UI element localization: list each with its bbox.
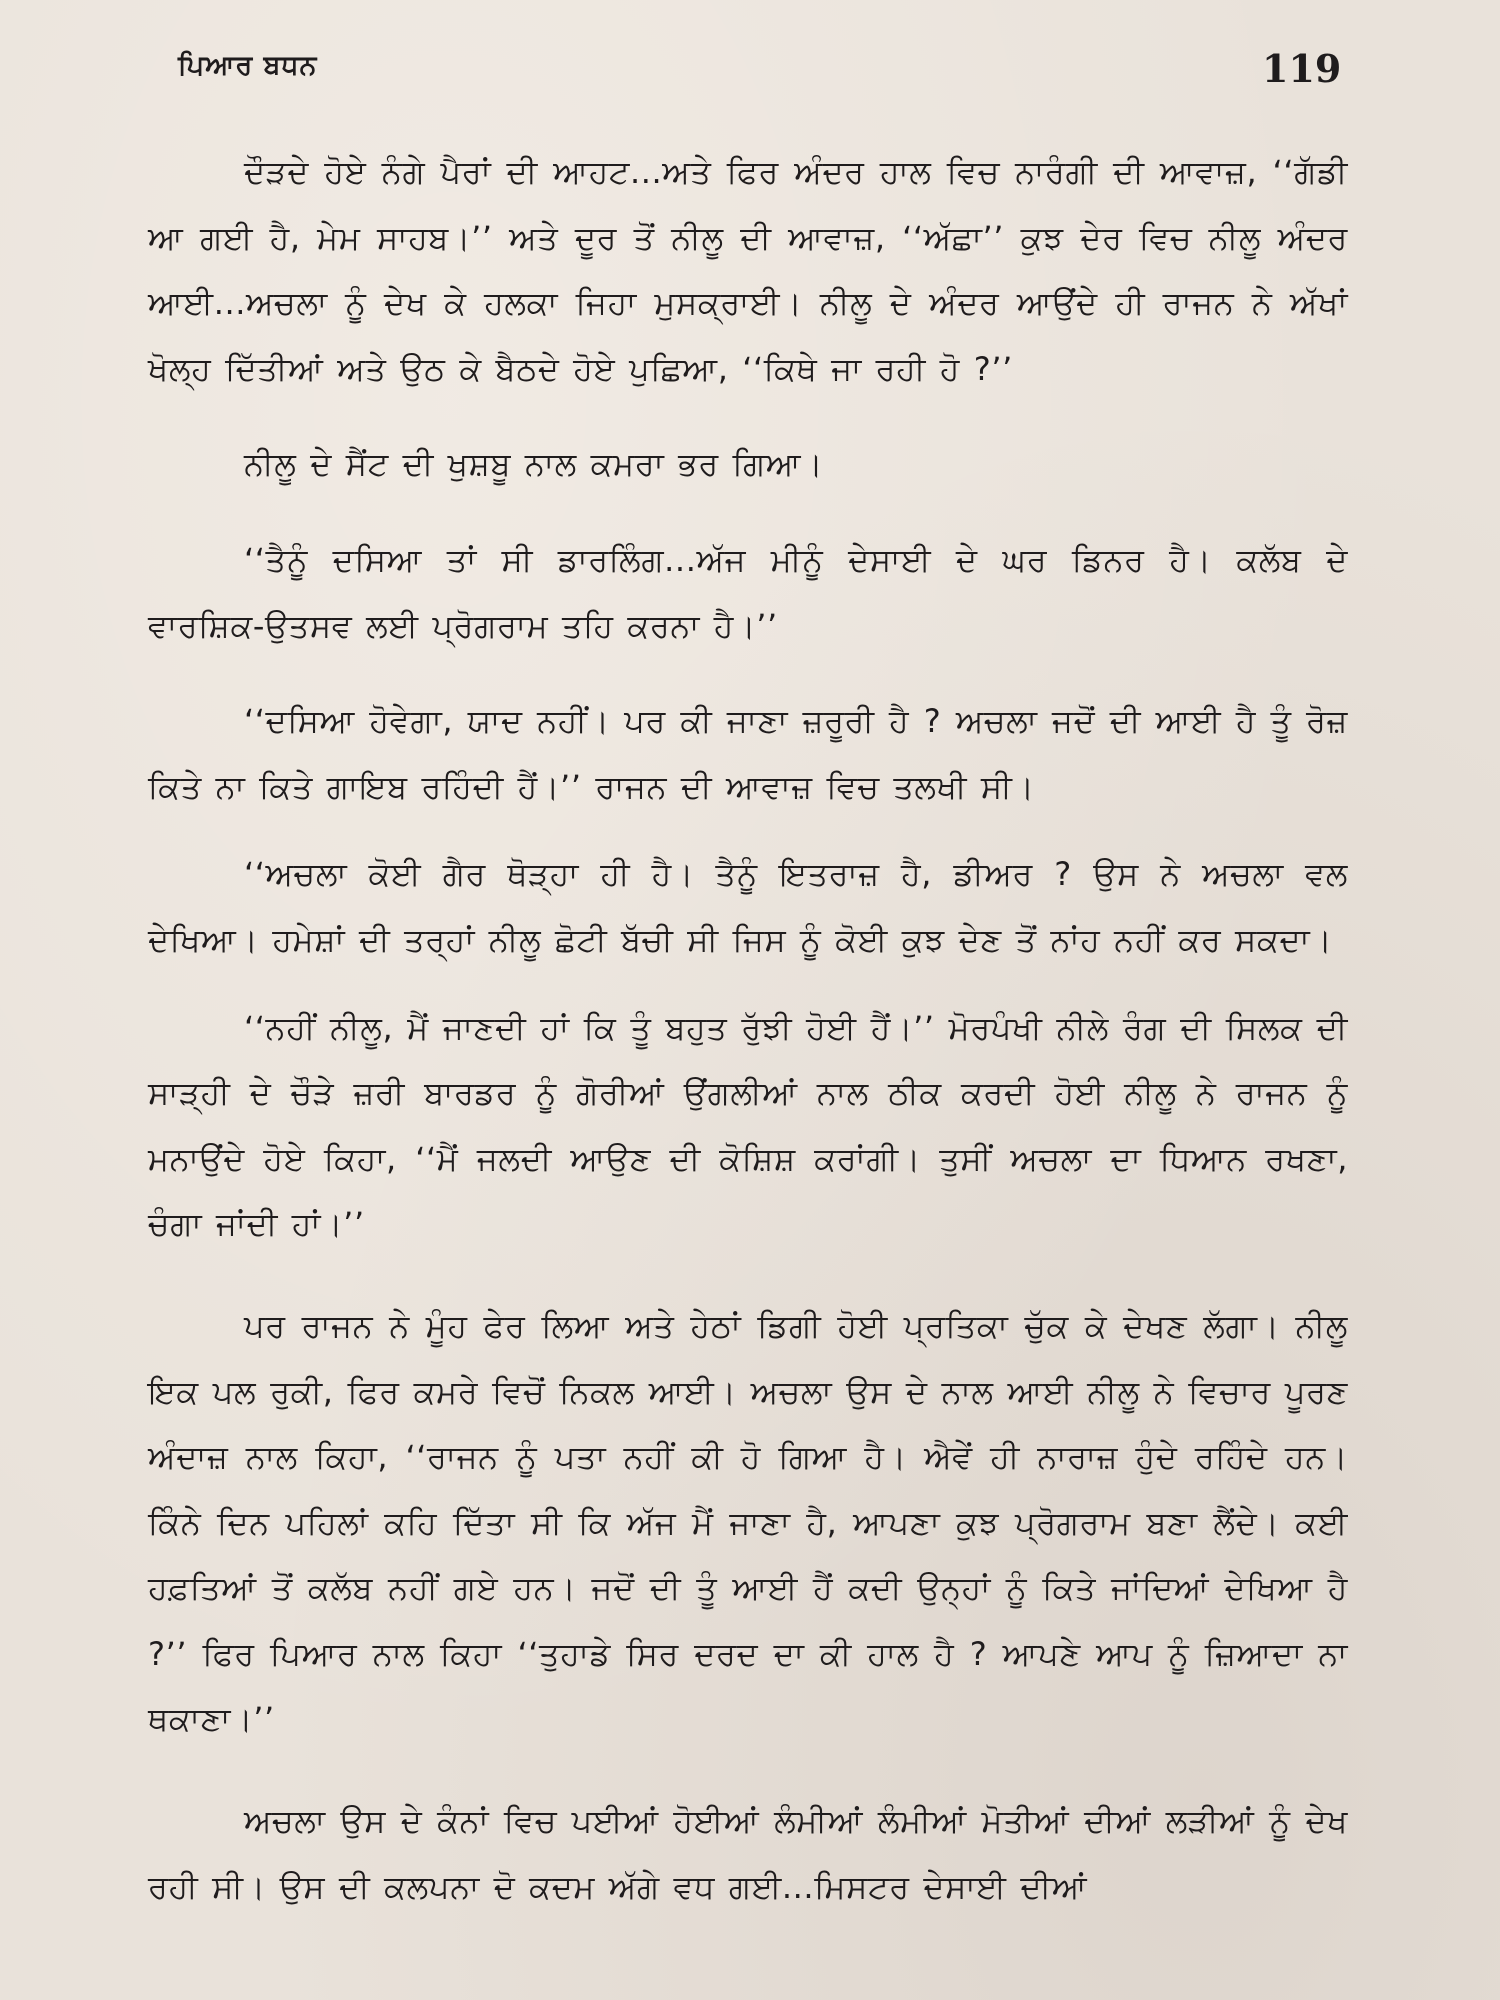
paragraph: ‘‘ਨਹੀਂ ਨੀਲੂ, ਮੈਂ ਜਾਣਦੀ ਹਾਂ ਕਿ ਤੂੰ ਬਹੁਤ ਰੁੱਝੀ ਹੋਈ ਹੈਂ।’’ ਮੋਰਪੰਖੀ ਨੀਲੇ ਰੰਗ ਦੀ ਸਿਲਕ ਦੀ ਸਾੜ੍ਹੀ ਦੇ ਚੌੜੇ ਜ਼ਰੀ ਬਾਰਡਰ ਨੂੰ ਗੋਰੀਆਂ ਉਂਗਲੀਆਂ ਨਾਲ ਠੀਕ ਕਰਦੀ ਹੋਈ ਨੀਲੂ ਨੇ ਰਾਜਨ ਨੂੰ ਮਨਾਉਂਦੇ ਹੋਏ ਕਿਹਾ, ‘‘ਮੈਂ ਜਲਦੀ ਆਉਣ ਦੀ ਕੋਸ਼ਿਸ਼ ਕਰਾਂਗੀ। ਤੁਸੀਂ ਅਚਲਾ ਦਾ ਧਿਆਨ ਰਖਣਾ, ਚੰਗਾ ਜਾਂਦੀ ਹਾਂ।’’: [148, 1008, 1348, 1244]
paragraph: ‘‘ਦਸਿਆ ਹੋਵੇਗਾ, ਯਾਦ ਨਹੀਂ। ਪਰ ਕੀ ਜਾਣਾ ਜ਼ਰੂਰੀ ਹੈ ? ਅਚਲਾ ਜਦੋਂ ਦੀ ਆਈ ਹੈ ਤੂੰ ਰੋਜ਼ ਕਿਤੇ ਨਾ ਕਿਤੇ ਗਾਇਬ ਰਹਿੰਦੀ ਹੈਂ।’’ ਰਾਜਨ ਦੀ ਆਵਾਜ਼ ਵਿਚ ਤਲਖੀ ਸੀ।: [148, 702, 1348, 806]
body-text: [148, 140, 1348, 1920]
paragraph: ਨੀਲੂ ਦੇ ਸੈਂਟ ਦੀ ਖੁਸ਼ਬੂ ਨਾਲ ਕਮਰਾ ਭਰ ਗਿਆ।: [244, 445, 824, 484]
paragraph: ‘‘ਤੈਨੂੰ ਦਸਿਆ ਤਾਂ ਸੀ ਡਾਰਲਿੰਗ...ਅੱਜ ਮੀਨੂੰ ਦੇਸਾਈ ਦੇ ਘਰ ਡਿਨਰ ਹੈ। ਕਲੱਬ ਦੇ ਵਾਰਸ਼ਿਕ-ਉਤਸਵ ਲਈ ਪ੍ਰੋਗਰਾਮ ਤਹਿ ਕਰਨਾ ਹੈ।’’: [148, 540, 1348, 645]
running-title: ਪਿਆਰ ਬਧਨ: [178, 50, 318, 81]
page-number: 119: [1262, 46, 1342, 91]
paragraph: ਅਚਲਾ ਉਸ ਦੇ ਕੰਨਾਂ ਵਿਚ ਪਈਆਂ ਹੋਈਆਂ ਲੰਮੀਆਂ ਲੰਮੀਆਂ ਮੋਤੀਆਂ ਦੀਆਂ ਲੜੀਆਂ ਨੂੰ ਦੇਖ ਰਹੀ ਸੀ। ਉਸ ਦੀ ਕਲਪਨਾ ਦੋ ਕਦਮ ਅੱਗੇ ਵਧ ਗਈ...ਮਿਸਟਰ ਦੇਸਾਈ ਦੀਆਂ: [148, 1802, 1348, 1906]
paragraph: ‘‘ਅਚਲਾ ਕੋਈ ਗੈਰ ਥੋੜ੍ਹਾ ਹੀ ਹੈ। ਤੈਨੂੰ ਇਤਰਾਜ਼ ਹੈ, ਡੀਅਰ ? ਉਸ ਨੇ ਅਚਲਾ ਵਲ ਦੇਖਿਆ। ਹਮੇਸ਼ਾਂ ਦੀ ਤਰ੍ਹਾਂ ਨੀਲੂ ਛੋਟੀ ਬੱਚੀ ਸੀ ਜਿਸ ਨੂੰ ਕੋਈ ਕੁਝ ਦੇਣ ਤੋਂ ਨਾਂਹ ਨਹੀਂ ਕਰ ਸਕਦਾ।: [148, 855, 1348, 959]
paragraph: ਦੌੜਦੇ ਹੋਏ ਨੰਗੇ ਪੈਰਾਂ ਦੀ ਆਹਟ...ਅਤੇ ਫਿਰ ਅੰਦਰ ਹਾਲ ਵਿਚ ਨਾਰੰਗੀ ਦੀ ਆਵਾਜ਼, ‘‘ਗੱਡੀ ਆ ਗਈ ਹੈ, ਮੇਮ ਸਾਹਬ।’’ ਅਤੇ ਦੂਰ ਤੋਂ ਨੀਲੂ ਦੀ ਆਵਾਜ਼, ‘‘ਅੱਛਾ’’ ਕੁਝ ਦੇਰ ਵਿਚ ਨੀਲੂ ਅੰਦਰ ਆਈ...ਅਚਲਾ ਨੂੰ ਦੇਖ ਕੇ ਹਲਕਾ ਜਿਹਾ ਮੁਸਕ੍ਰਾਈ। ਨੀਲੂ ਦੇ ਅੰਦਰ ਆਉਂਦੇ ਹੀ ਰਾਜਨ ਨੇ ਅੱਖਾਂ ਖੋਲ੍ਹ ਦਿੱਤੀਆਂ ਅਤੇ ਉਠ ਕੇ ਬੈਠਦੇ ਹੋਏ ਪੁਛਿਆ, ‘‘ਕਿਥੇ ਜਾ ਰਹੀ ਹੋ ?’’: [148, 153, 1348, 388]
paragraph: ਪਰ ਰਾਜਨ ਨੇ ਮੂੰਹ ਫੇਰ ਲਿਆ ਅਤੇ ਹੇਠਾਂ ਡਿਗੀ ਹੋਈ ਪ੍ਰਤਿਕਾ ਚੁੱਕ ਕੇ ਦੇਖਣ ਲੱਗਾ। ਨੀਲੂ ਇਕ ਪਲ ਰੁਕੀ, ਫਿਰ ਕਮਰੇ ਵਿਚੋਂ ਨਿਕਲ ਆਈ। ਅਚਲਾ ਉਸ ਦੇ ਨਾਲ ਆਈ ਨੀਲੂ ਨੇ ਵਿਚਾਰ ਪੂਰਣ ਅੰਦਾਜ਼ ਨਾਲ ਕਿਹਾ, ‘‘ਰਾਜਨ ਨੂੰ ਪਤਾ ਨਹੀਂ ਕੀ ਹੋ ਗਿਆ ਹੈ। ਐਵੇਂ ਹੀ ਨਾਰਾਜ਼ ਹੁੰਦੇ ਰਹਿੰਦੇ ਹਨ। ਕਿੰਨੇ ਦਿਨ ਪਹਿਲਾਂ ਕਹਿ ਦਿੱਤਾ ਸੀ ਕਿ ਅੱਜ ਮੈਂ ਜਾਣਾ ਹੈ, ਆਪਣਾ ਕੁਝ ਪ੍ਰੋਗਰਾਮ ਬਣਾ ਲੈਂਦੇ। ਕਈ ਹਫ਼ਤਿਆਂ ਤੋਂ ਕਲੱਬ ਨਹੀਂ ਗਏ ਹਨ। ਜਦੋਂ ਦੀ ਤੂੰ ਆਈ ਹੈਂ ਕਦੀ ਉਨ੍ਹਾਂ ਨੂੰ ਕਿਤੇ ਜਾਂਦਿਆਂ ਦੇਖਿਆ ਹੈ ?’’ ਫਿਰ ਪਿਆਰ ਨਾਲ ਕਿਹਾ ‘‘ਤੁਹਾਡੇ ਸਿਰ ਦਰਦ ਦਾ ਕੀ ਹਾਲ ਹੈ ? ਆਪਣੇ ਆਪ ਨੂੰ ਜ਼ਿਆਦਾ ਨਾ ਥਕਾਣਾ।’’: [148, 1306, 1348, 1739]
